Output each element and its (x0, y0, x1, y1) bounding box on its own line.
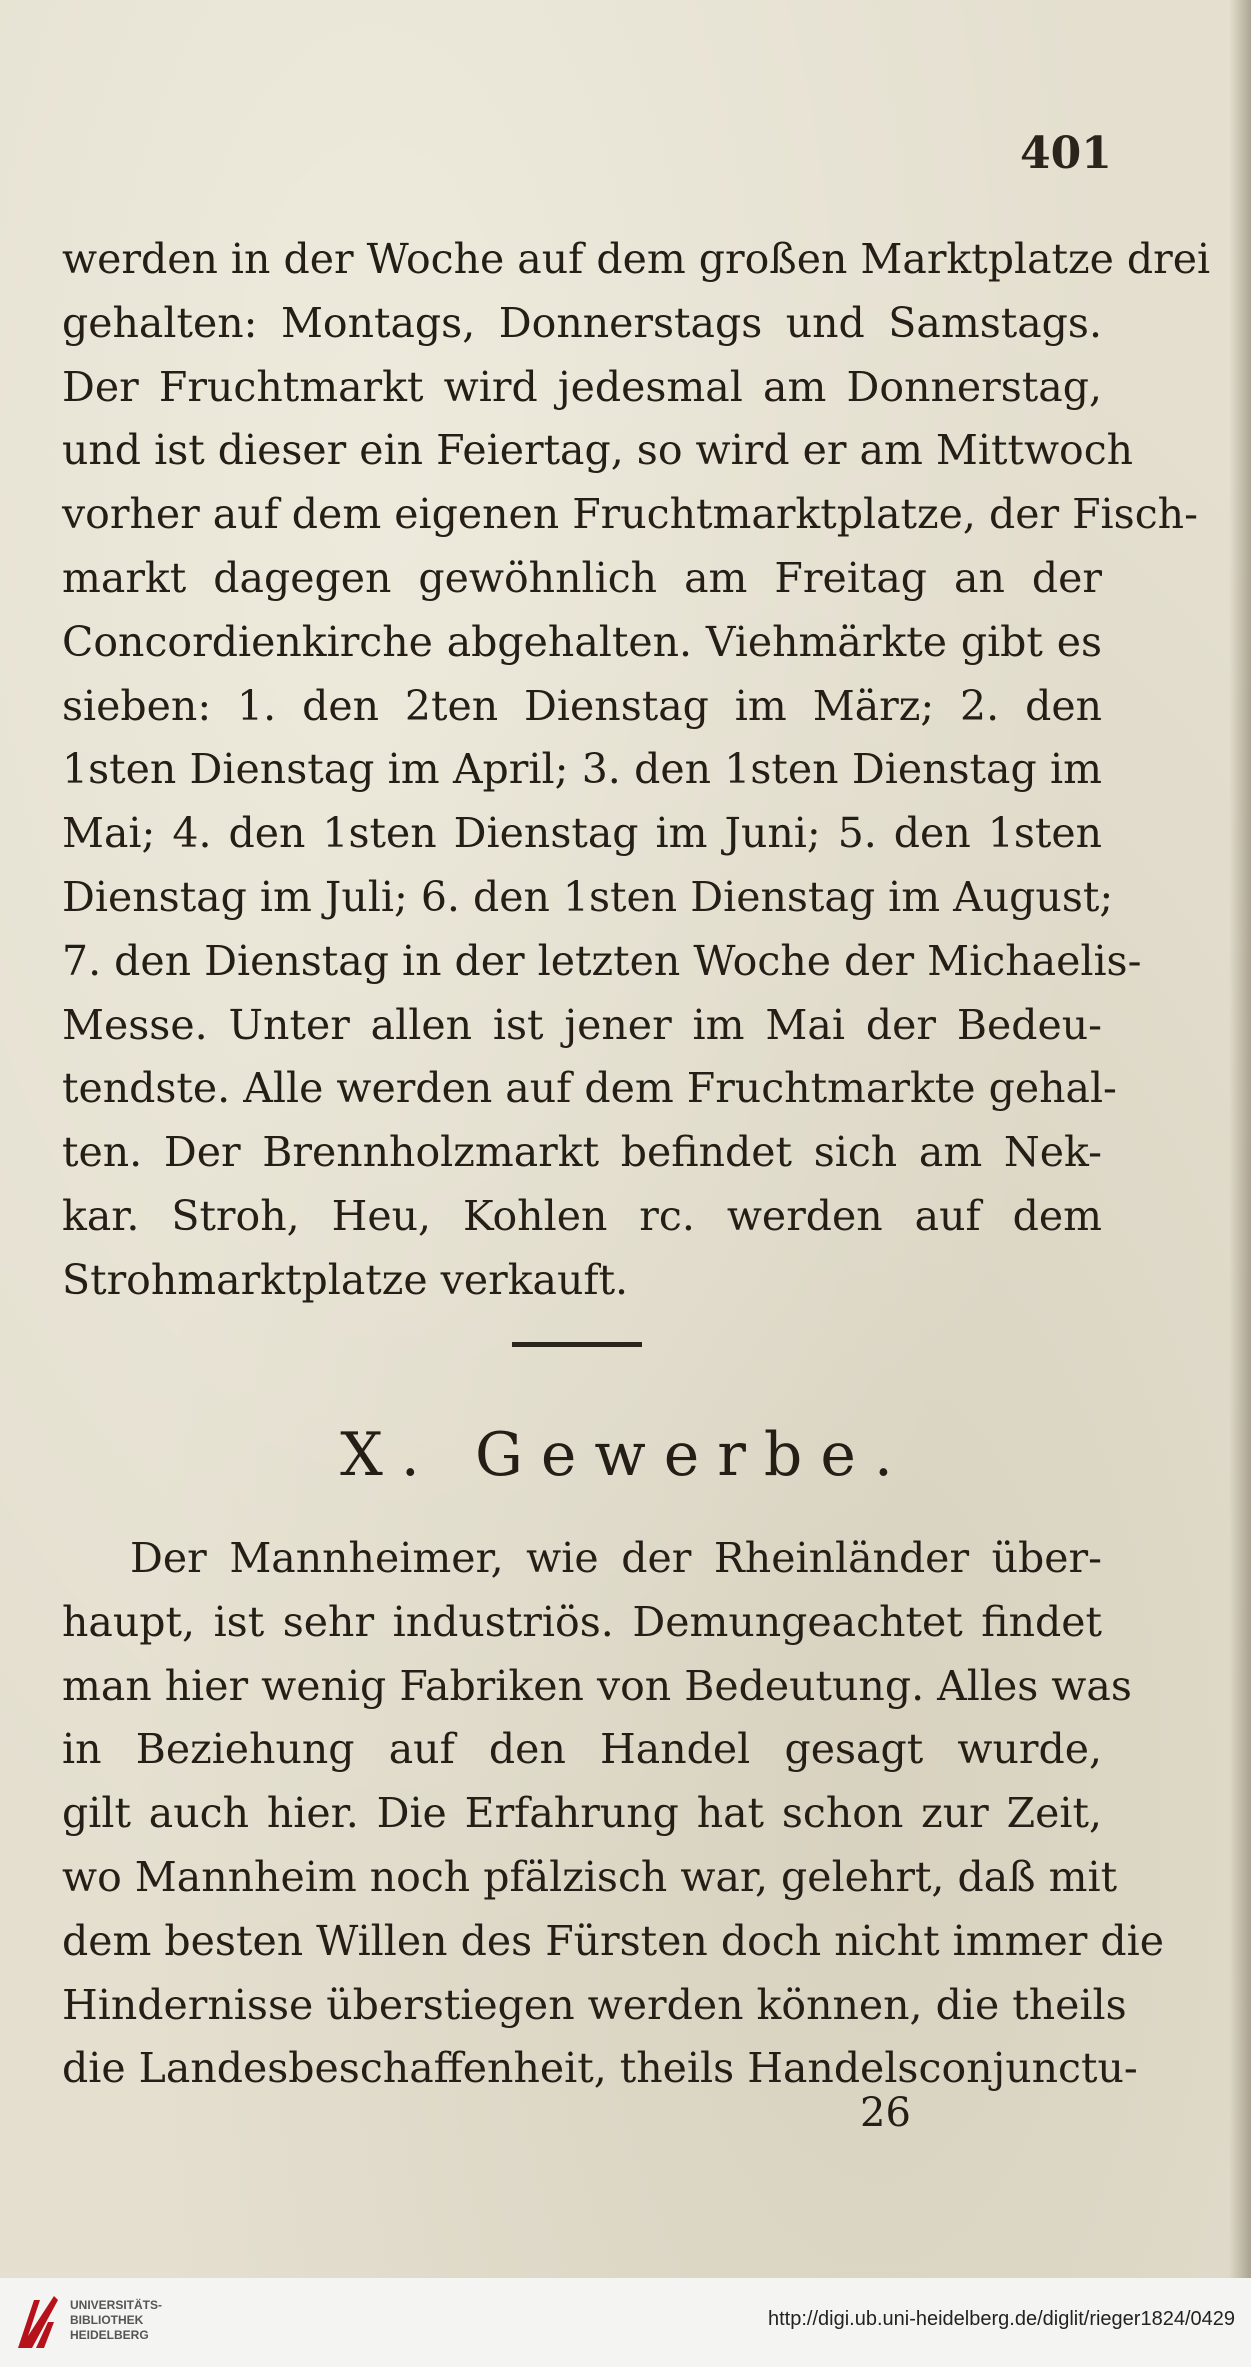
text-line: Concordienkirche abgehalten. Viehmärkte gibt es (62, 617, 1102, 666)
text-line: Mai; 4. den 1sten Dienstag im Juni; 5. den 1sten (62, 809, 1102, 858)
text-line: die Landesbeschaffenheit, theils Handelsconjunctu- (62, 2044, 1138, 2093)
text-line: ten. Der Brennholzmarkt befindet sich am Nek- (62, 1128, 1102, 1177)
text-line: werden in der Woche auf dem großen Marktplatze drei (62, 235, 1211, 283)
text-line: sieben: 1. den 2ten Dienstag im März; 2. den (62, 681, 1102, 730)
text-line: 1sten Dienstag im April; 3. den 1sten Dienstag im (62, 745, 1102, 794)
logo-line: UNIVERSITÄTS- (70, 2298, 163, 2312)
text-line: vorher auf dem eigenen Fruchtmarktplatze, der Fisch- (62, 490, 1198, 539)
text-line: und ist dieser ein Feiertag, so wird er am Mittwoch (62, 426, 1134, 475)
signature-mark: 26 (860, 2090, 911, 2136)
paragraph-markets (62, 228, 1211, 1313)
library-logo-icon[interactable] (14, 2292, 60, 2352)
text-line: tendste. Alle werden auf dem Fruchtmarkte gehal- (62, 1064, 1117, 1113)
text-line: Strohmarktplatze verkauft. (62, 1255, 629, 1304)
text-line: kar. Stroh, Heu, Kohlen rc. werden auf dem (62, 1191, 1102, 1240)
logo-line: BIBLIOTHEK (70, 2313, 144, 2327)
viewer-footer (0, 2278, 1251, 2367)
text-line: haupt, ist sehr industriös. Demungeachtet findet (62, 1597, 1102, 1646)
logo-line: HEIDELBERG (70, 2328, 149, 2342)
section-heading: X. Gewerbe. (340, 1420, 911, 1490)
text-line: 7. den Dienstag in der letzten Woche der Michaelis- (62, 936, 1142, 985)
text-line: markt dagegen gewöhnlich am Freitag an der (62, 553, 1102, 602)
text-line: Dienstag im Juli; 6. den 1sten Dienstag im August; (62, 872, 1114, 921)
section-divider (512, 1342, 642, 1347)
paragraph-gewerbe (62, 1527, 1164, 2101)
text-line: Hindernisse überstiegen werden können, die theils (62, 1980, 1127, 2029)
text-line: Der Mannheimer, wie der Rheinländer über- (130, 1534, 1102, 1582)
text-line: in Beziehung auf den Handel gesagt wurde, (62, 1725, 1102, 1774)
text-line: Der Fruchtmarkt wird jedesmal am Donnerstag, (62, 362, 1102, 411)
text-line: gehalten: Montags, Donnerstags und Samstags. (62, 298, 1102, 347)
page-number: 401 (1020, 128, 1112, 179)
text-line: dem besten Willen des Fürsten doch nicht immer die (62, 1916, 1164, 1965)
source-url-link[interactable]: http://digi.ub.uni-heidelberg.de/diglit/rieger1824/0429 (767, 2308, 1235, 2330)
library-logo-text (70, 2298, 162, 2343)
text-line: wo Mannheim noch pfälzisch war, gelehrt, daß mit (62, 1852, 1118, 1901)
text-line: man hier wenig Fabriken von Bedeutung. Alles was (62, 1661, 1132, 1710)
text-line: Messe. Unter allen ist jener im Mai der Bedeu- (62, 1000, 1102, 1049)
page-edge-shadow (1229, 0, 1251, 2278)
text-line: gilt auch hier. Die Erfahrung hat schon zur Zeit, (62, 1789, 1102, 1838)
